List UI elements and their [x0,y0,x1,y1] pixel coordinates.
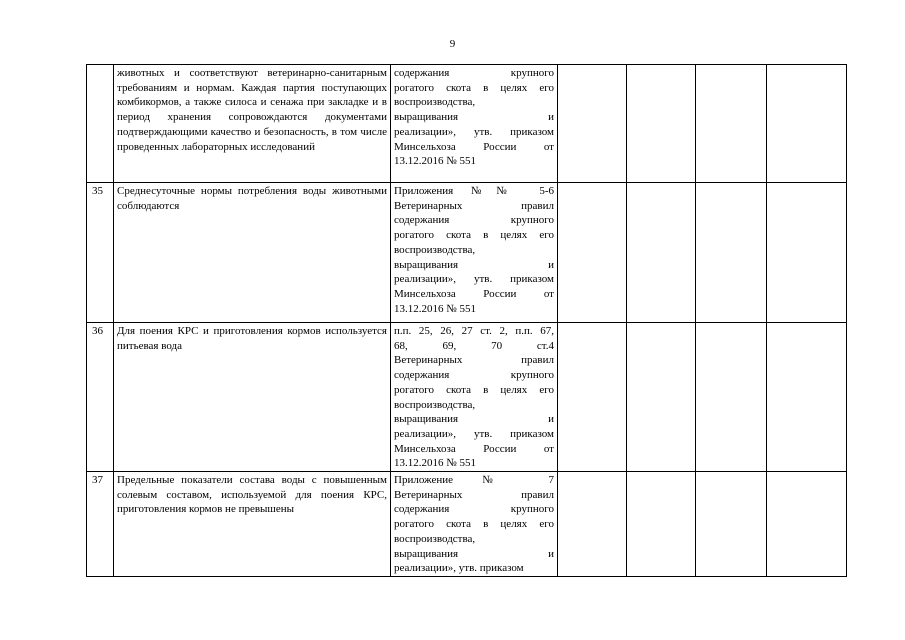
empty-assessment-cell [696,472,767,577]
reference-line: Ветеринарных правил [394,488,554,501]
reference-line: 13.12.2016 № 551 [394,155,476,168]
row-number-cell [87,65,114,183]
reference-line: рогатого скота в целях его [394,81,554,94]
reference-line: Ветеринарных правил [394,199,554,212]
reference-line: воспроизводства, [394,532,476,545]
reference-line: Минсельхоза России от [394,140,554,153]
reference-line: Минсельхоза России от [394,442,554,455]
row-number-cell: 37 [87,472,114,577]
legal-reference-cell [391,65,558,183]
row-number-cell: 36 [87,323,114,472]
empty-assessment-cell [696,323,767,472]
row-number-cell: 35 [87,183,114,323]
reference-line: 68, 69, 70 ст.4 [394,339,554,352]
requirement-cell: Предельные показатели состава воды с повышенным солевым составом, используемой для поения КРС, приготовления кормов не превышены [114,472,391,577]
reference-line: реализации», утв. приказом [394,273,554,286]
empty-assessment-cell [558,183,627,323]
requirement-cell: Для поения КРС и приготовления кормов используется питьевая вода [114,323,391,472]
reference-line: выращивания и [394,258,554,271]
empty-assessment-cell [767,65,847,183]
reference-line: Минсельхоза России от [394,287,554,300]
empty-assessment-cell [558,65,627,183]
empty-assessment-cell [627,65,696,183]
reference-line: содержания крупного [394,214,554,227]
empty-assessment-cell [767,323,847,472]
table-row [87,472,847,577]
requirements-table [86,64,847,577]
reference-line: воспроизводства, [394,243,476,256]
reference-line: рогатого скота в целях его [394,229,554,242]
table-row [87,323,847,472]
reference-line: Приложение № 7 [394,474,554,487]
empty-assessment-cell [558,323,627,472]
empty-assessment-cell [627,472,696,577]
legal-reference-cell [391,323,558,472]
table-row [87,183,847,323]
reference-line: рогатого скота в целях его [394,518,554,531]
empty-assessment-cell [767,183,847,323]
reference-line: содержания крупного [394,503,554,516]
requirement-cell: Среднесуточные нормы потребления воды животными соблюдаются [114,183,391,323]
empty-assessment-cell [696,65,767,183]
empty-assessment-cell [627,323,696,472]
reference-line: содержания крупного [394,369,554,382]
reference-line: реализации», утв. приказом [394,427,554,440]
reference-line: выращивания и [394,413,554,426]
reference-line: 13.12.2016 № 551 [394,457,476,470]
reference-line: рогатого скота в целях его [394,383,554,396]
reference-line: реализации», утв. приказом [394,562,524,575]
reference-line: выращивания и [394,547,554,560]
reference-line: 13.12.2016 № 551 [394,302,476,315]
table-row [87,65,847,183]
reference-line: реализации», утв. приказом [394,125,554,138]
reference-line: Приложения №№ 5-6 [394,185,554,197]
requirement-cell: животных и соответствуют ветеринарно-санитарным требованиям и нормам. Каждая партия поступающих комбикормов, а также силоса и сенажа при закладке и в период хранения сопровождаются документами подтверждающими качество и безопасность, в том числе проведенных лабораторных исследований [114,65,391,183]
reference-line: Ветеринарных правил [394,354,554,367]
empty-assessment-cell [558,472,627,577]
empty-assessment-cell [627,183,696,323]
legal-reference-cell [391,183,558,323]
legal-reference-cell [391,472,558,577]
reference-line: содержания крупного [394,67,554,79]
reference-line: воспроизводства, [394,96,476,109]
empty-assessment-cell [767,472,847,577]
reference-line: воспроизводства, [394,398,476,411]
empty-assessment-cell [696,183,767,323]
page-number: 9 [449,38,456,50]
reference-line: выращивания и [394,111,554,124]
reference-line: п.п. 25, 26, 27 ст. 2, п.п. 67, [394,325,554,337]
